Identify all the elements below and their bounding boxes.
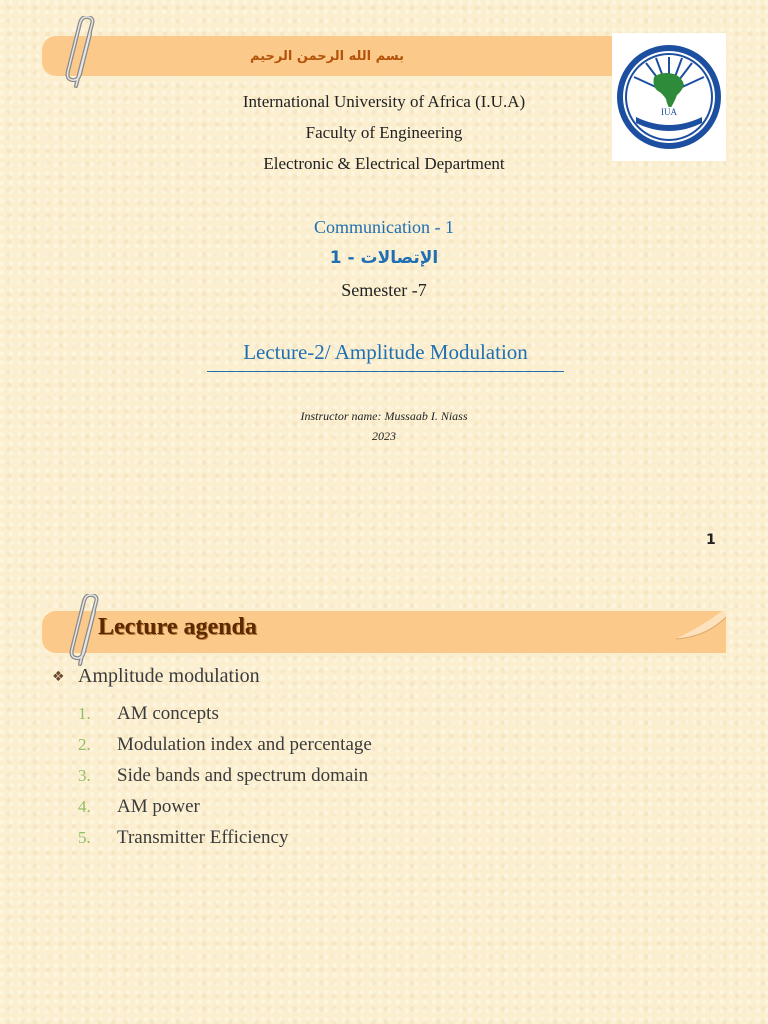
lecture-title: Lecture-2/ Amplitude Modulation: [207, 340, 564, 372]
university-name: International University of Africa (I.U.A): [242, 92, 526, 111]
course-block: [0, 212, 768, 306]
list-item: [78, 760, 372, 791]
institution-block: [0, 86, 768, 179]
instructor-name: Instructor name: Mussaab I. Niass: [300, 409, 468, 423]
list-item-number: 3.: [78, 765, 91, 785]
course-title-arabic: الإتصالات - 1: [329, 248, 439, 268]
list-item-number: 2.: [78, 734, 91, 754]
list-item-text: AM concepts: [117, 702, 219, 724]
year: 2023: [372, 429, 396, 443]
list-item: [78, 698, 372, 729]
header-banner: [42, 36, 612, 76]
agenda-list: [78, 698, 372, 853]
instructor-block: [0, 406, 768, 446]
agenda-title: Lecture agenda: [98, 614, 257, 640]
list-item: [78, 729, 372, 760]
bismillah-text: بسم الله الرحمن الرحيم: [250, 48, 404, 64]
list-item-text: AM power: [117, 795, 200, 817]
list-item-text: Side bands and spectrum domain: [117, 764, 369, 786]
agenda-slide: [0, 578, 768, 1024]
list-item-text: Modulation index and percentage: [117, 733, 372, 755]
main-bullet: [52, 665, 260, 688]
page-number: 1: [706, 532, 716, 548]
list-item: [78, 822, 372, 853]
paperclip-icon: [64, 16, 104, 94]
logo-text: IUA: [661, 107, 677, 117]
list-item-text: Transmitter Efficiency: [117, 826, 289, 848]
main-bullet-text: Amplitude modulation: [78, 665, 260, 687]
diamond-bullet-icon: ❖: [52, 668, 65, 685]
list-item-number: 4.: [78, 796, 91, 816]
list-item-number: 5.: [78, 827, 91, 847]
course-title: Communication - 1: [314, 217, 454, 237]
faculty-name: Faculty of Engineering: [305, 123, 463, 142]
list-item-number: 1.: [78, 703, 91, 723]
semester: Semester -7: [341, 280, 427, 300]
page-curl-icon: [666, 611, 726, 653]
department-name: Electronic & Electrical Department: [263, 154, 505, 173]
list-item: [78, 791, 372, 822]
